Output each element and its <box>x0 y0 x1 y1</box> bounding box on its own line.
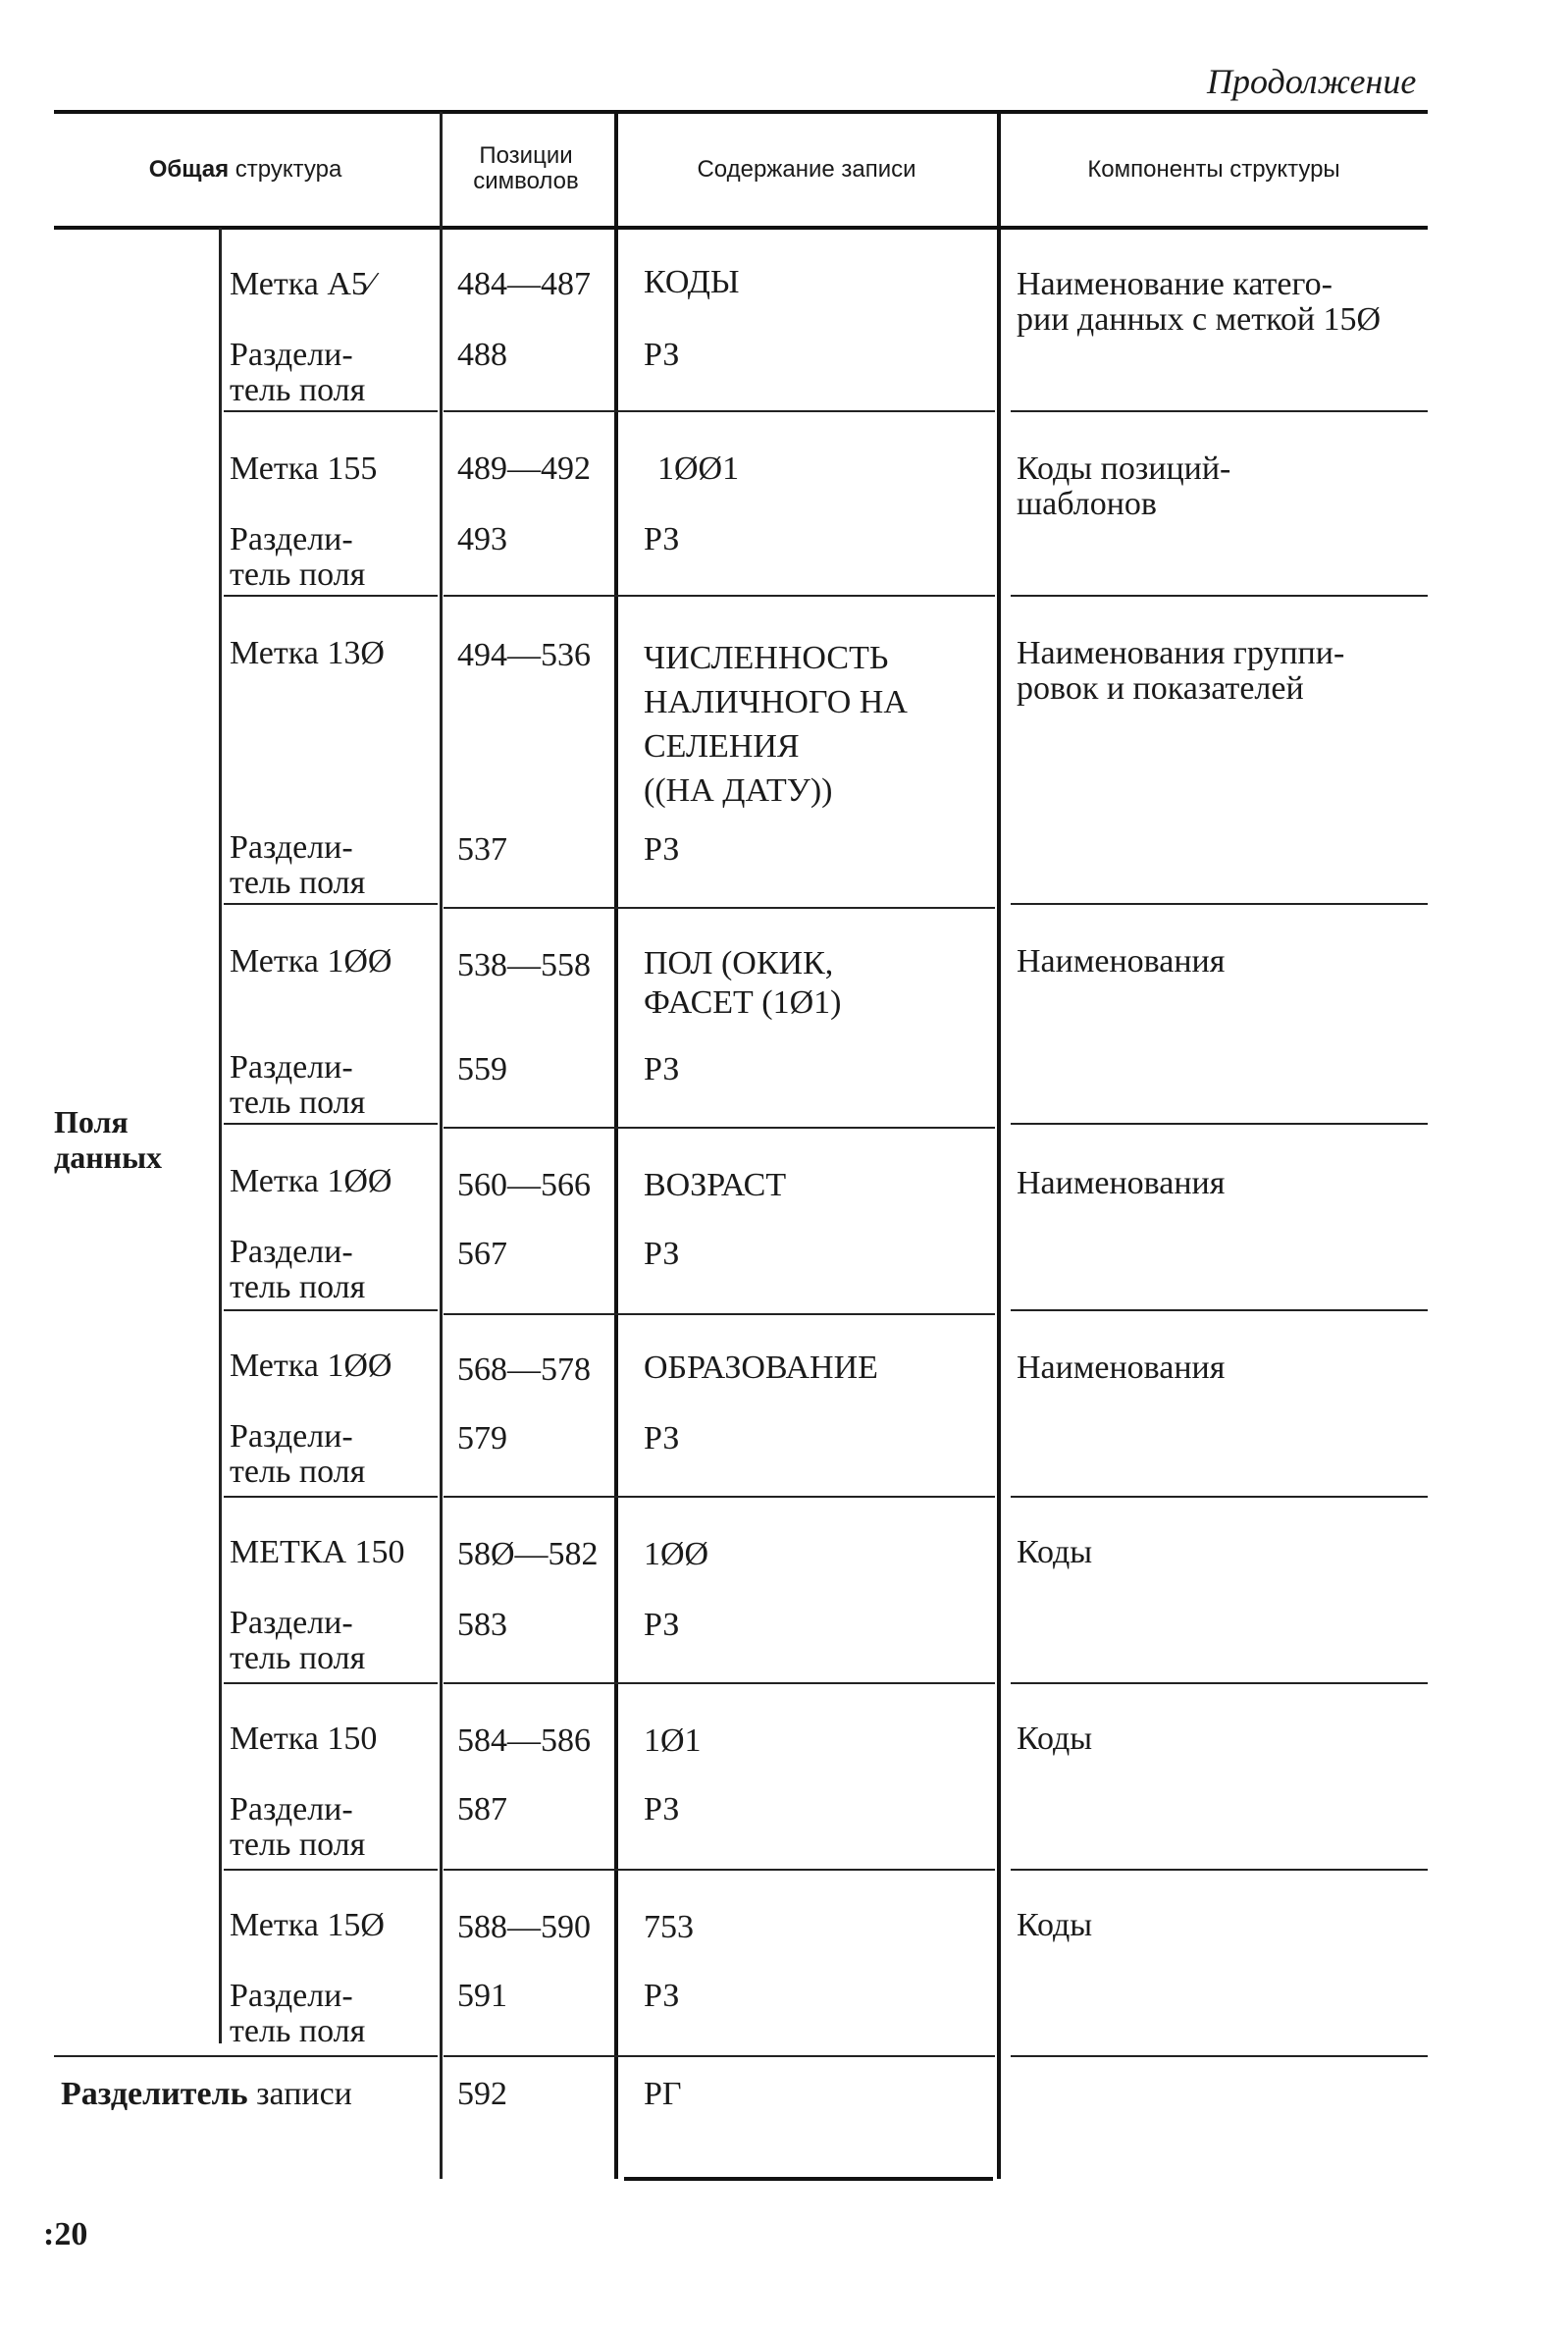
field-separator-content: РЗ <box>644 1420 680 1456</box>
row-sep <box>1011 1123 1428 1125</box>
field-separator-pos: 537 <box>457 831 507 868</box>
row-content: 1Ø1 <box>644 1722 702 1759</box>
row-positions: 484—487 <box>457 266 591 302</box>
row-sep <box>1011 1309 1428 1311</box>
row-positions: 584—586 <box>457 1722 591 1759</box>
field-separator-label: Раздели- тель поля <box>230 829 366 901</box>
header-general-structure: Общая структура <box>148 156 342 183</box>
row-content: 753 <box>644 1909 694 1945</box>
continuation-label: Продолжение <box>1207 62 1417 101</box>
row-label: Метка 150 <box>230 1721 378 1757</box>
field-separator-content: РЗ <box>644 1051 680 1087</box>
row-sep <box>1011 903 1428 905</box>
header-bottom-rule <box>54 226 1428 230</box>
row-label: Метка 1ØØ <box>230 943 392 980</box>
row-sep <box>444 1313 995 1315</box>
row-sep <box>444 1682 995 1684</box>
field-separator-content: РЗ <box>644 337 680 373</box>
row-sep <box>444 1127 995 1129</box>
field-separator-pos: 591 <box>457 1978 507 2014</box>
row-sep <box>1011 1869 1428 1871</box>
page-number: :20 <box>43 2216 88 2252</box>
row-component: Коды <box>1017 1534 1093 1570</box>
field-separator-content: РЗ <box>644 1978 680 2014</box>
row-positions: 58Ø—582 <box>457 1536 599 1572</box>
record-separator-label: Разделитель записи <box>61 2076 352 2112</box>
row-sep <box>1011 1496 1428 1498</box>
field-separator-content: РЗ <box>644 1791 680 1827</box>
content-bottom-rule <box>624 2177 993 2181</box>
row-positions: 588—590 <box>457 1909 591 1945</box>
row-label: МЕТКА 150 <box>230 1534 405 1570</box>
row-label: Метка 155 <box>230 450 378 487</box>
row-label: Метка 1ØØ <box>230 1163 392 1199</box>
row-component: Коды <box>1017 1721 1093 1757</box>
row-positions: 560—566 <box>457 1167 591 1203</box>
row-label: Метка 1ØØ <box>230 1348 392 1384</box>
row-sep <box>444 1496 995 1498</box>
row-label: Метка 15Ø <box>230 1907 385 1943</box>
field-separator-content: РЗ <box>644 831 680 868</box>
row-content: 1ØØ1 <box>657 450 740 487</box>
row-sep <box>1011 595 1428 597</box>
row-label: Метка 13Ø <box>230 635 385 671</box>
field-separator-pos: 579 <box>457 1420 507 1456</box>
row-component: Наименования <box>1017 943 1226 980</box>
field-separator-label: Раздели- тель поля <box>230 1418 366 1490</box>
field-separator-content: РЗ <box>644 1607 680 1643</box>
row-sep <box>224 903 438 905</box>
row-sep <box>224 410 438 412</box>
row-component: Наименования группи- ровок и показателей <box>1017 635 1345 707</box>
field-separator-pos: 488 <box>457 337 507 373</box>
row-sep <box>224 595 438 597</box>
row-positions: 494—536 <box>457 637 591 673</box>
row-component: Коды <box>1017 1907 1093 1943</box>
row-sep <box>1011 1682 1428 1684</box>
row-component: Наименования <box>1017 1350 1226 1386</box>
col-line-components <box>997 112 1001 2179</box>
field-separator-label: Раздели- тель поля <box>230 1978 366 2049</box>
row-sep <box>444 1869 995 1871</box>
field-separator-label: Раздели- тель поля <box>230 1049 366 1121</box>
row-sep <box>444 907 995 909</box>
row-content: ЧИСЛЕННОСТЬ НАЛИЧНОГО НА СЕЛЕНИЯ ((НА ДАТУ)) <box>644 640 908 809</box>
row-sep <box>1011 2055 1428 2057</box>
header-positions: Позиции символов <box>473 142 579 194</box>
col-line-positions <box>440 112 443 2179</box>
field-separator-pos: 583 <box>457 1607 507 1643</box>
row-sep <box>444 410 995 412</box>
field-separator-content: РЗ <box>644 1236 680 1272</box>
side-label-data-fields: Поля данных <box>54 1104 163 1175</box>
row-content: КОДЫ <box>644 264 740 300</box>
row-sep <box>224 1869 438 1871</box>
field-separator-pos: 493 <box>457 521 507 557</box>
field-separator-label: Раздели- тель поля <box>230 337 366 408</box>
row-content: 1ØØ <box>644 1536 709 1572</box>
row-component: Наименования <box>1017 1165 1226 1201</box>
record-separator-pos: 592 <box>457 2076 507 2112</box>
field-separator-content: РЗ <box>644 521 680 557</box>
row-label: Метка А5⁄ <box>230 266 374 302</box>
row-sep <box>444 2055 995 2057</box>
row-sep <box>54 2055 438 2057</box>
row-sep <box>224 1496 438 1498</box>
row-sep <box>444 595 995 597</box>
field-separator-label: Раздели- тель поля <box>230 1605 366 1676</box>
field-separator-pos: 559 <box>457 1051 507 1087</box>
header-components: Компоненты структуры <box>1087 156 1340 183</box>
field-separator-label: Раздели- тель поля <box>230 1234 366 1305</box>
table-top-rule <box>54 110 1428 114</box>
row-component: Наименование катего- рии данных с меткой 15Ø <box>1017 266 1382 338</box>
row-positions: 489—492 <box>457 450 591 487</box>
row-content: ПОЛ (ОКИК, ФАСЕТ (1Ø1) <box>644 945 842 1021</box>
row-content: ВОЗРАСТ <box>644 1167 787 1203</box>
field-separator-label: Раздели- тель поля <box>230 521 366 593</box>
row-component: Коды позиций- шаблонов <box>1017 450 1231 522</box>
header-content: Содержание записи <box>697 156 916 183</box>
col-line-inner <box>219 228 222 2043</box>
row-sep <box>1011 410 1428 412</box>
field-separator-pos: 587 <box>457 1791 507 1827</box>
row-positions: 538—558 <box>457 947 591 983</box>
row-content: ОБРАЗОВАНИЕ <box>644 1350 878 1386</box>
row-sep <box>224 1309 438 1311</box>
row-sep <box>224 1123 438 1125</box>
row-sep <box>224 1682 438 1684</box>
field-separator-label: Раздели- тель поля <box>230 1791 366 1863</box>
record-separator-content: РГ <box>644 2076 682 2112</box>
field-separator-pos: 567 <box>457 1236 507 1272</box>
row-positions: 568—578 <box>457 1351 591 1388</box>
